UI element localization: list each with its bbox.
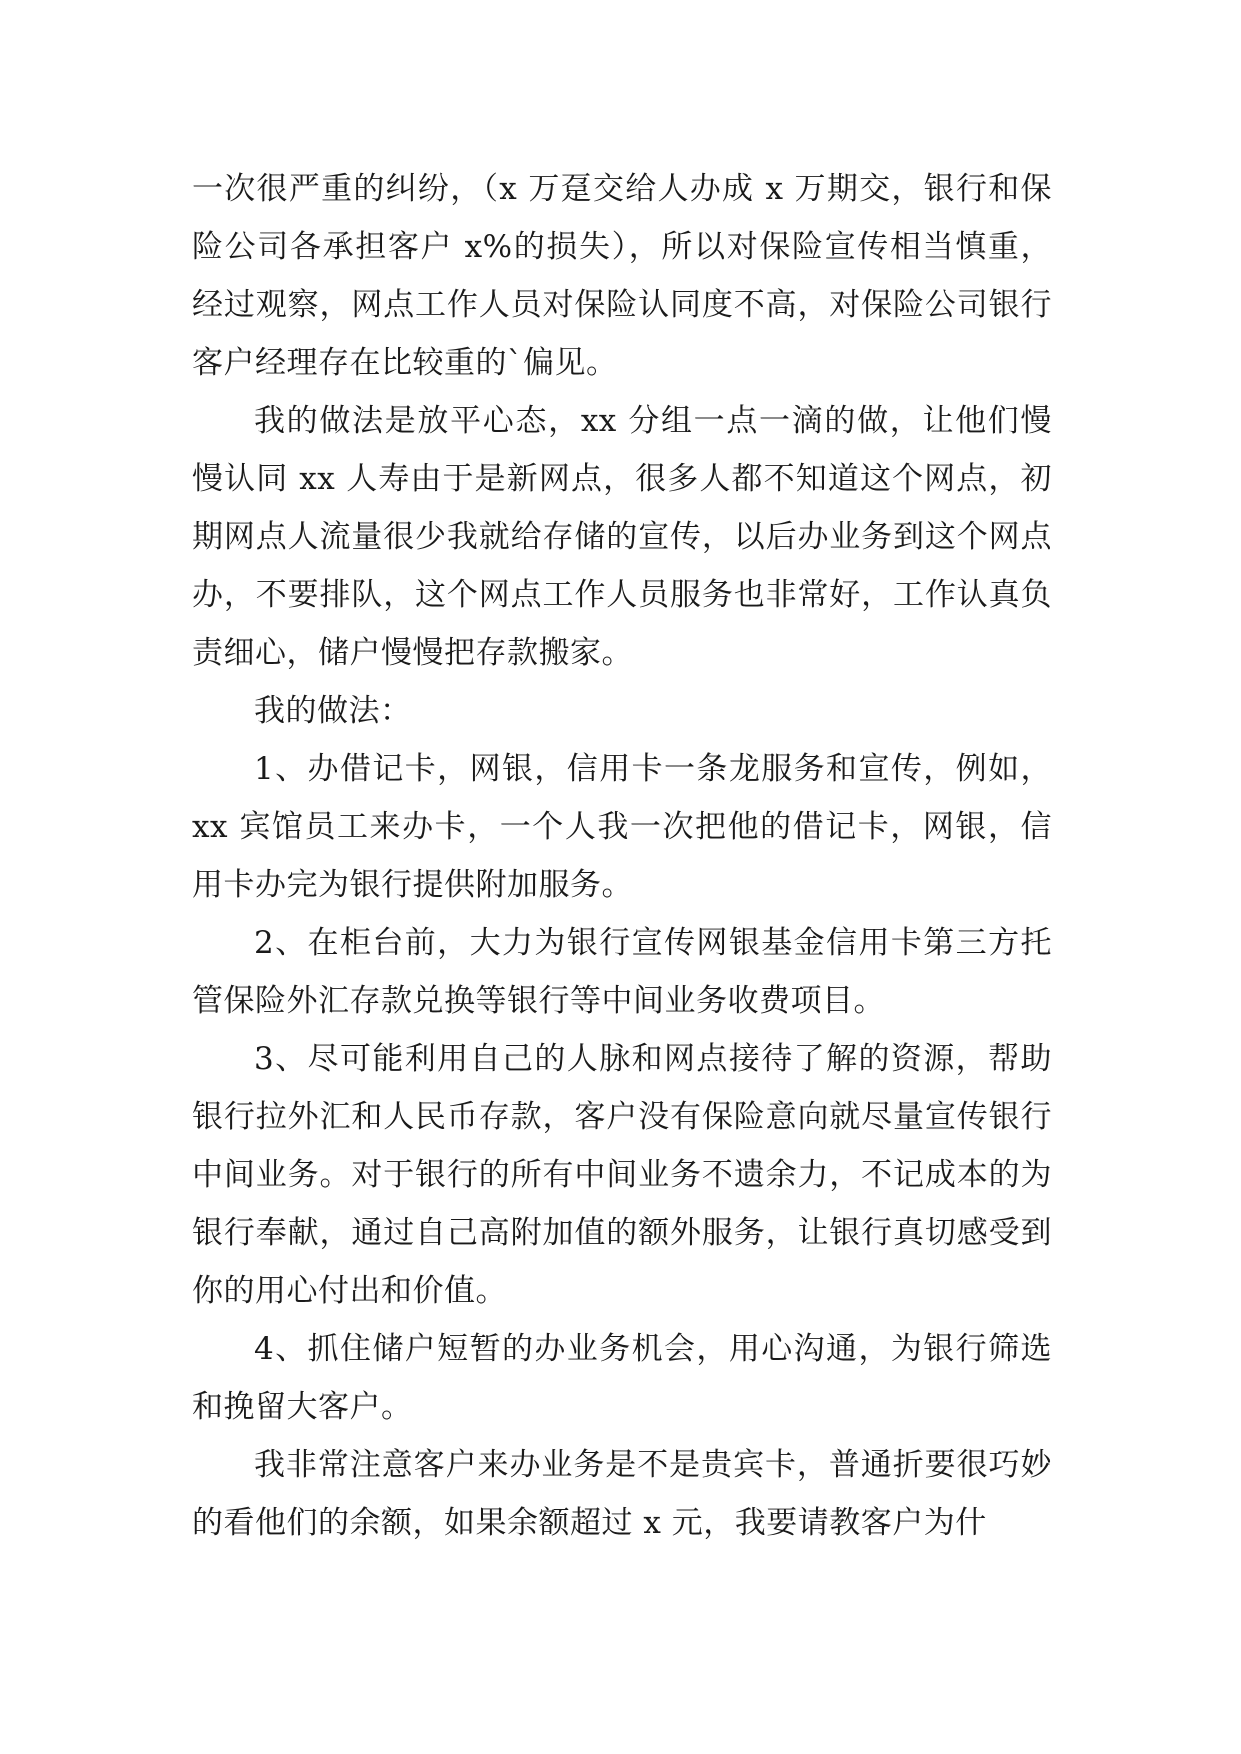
paragraph-last: 我非常注意客户来办业务是不是贵宾卡，普通折要很巧妙的看他们的余额，如果余额超过 x 元，我要请教客户为什 <box>192 1447 1052 1541</box>
list-item-3: 3、尽可能利用自己的人脉和网点接待了解的资源，帮助银行拉外汇和人民币存款，客户没有保险意向就尽量宣传银行中间业务。对于银行的所有中间业务不遗余力，不记成本的为银行奉献，通过自己高附加值的额外服务，让银行真切感受到你的用心付出和价值。 <box>192 1041 1052 1309</box>
paragraph-1: 一次很严重的纠纷，（x 万趸交给人办成 x 万期交，银行和保险公司各承担客户 x%的损失），所以对保险宣传相当慎重，经过观察，网点工作人员对保险认同度不高，对保险公司银行客户经理存在比较重的`偏见。 <box>192 171 1052 381</box>
paragraph-3: 我的做法： <box>254 693 412 729</box>
list-item-4: 4、抓住储户短暂的办业务机会，用心沟通，为银行筛选和挽留大客户。 <box>192 1331 1052 1425</box>
paragraph-2: 我的做法是放平心态，xx 分组一点一滴的做，让他们慢慢认同 xx 人寿由于是新网点，很多人都不知道这个网点，初期网点人流量很少我就给存储的宣传，以后办业务到这个网点办，不要排队，这个网点工作人员服务也非常好，工作认真负责细心，储户慢慢把存款搬家。 <box>192 403 1052 671</box>
list-item-2: 2、在柜台前，大力为银行宣传网银基金信用卡第三方托管保险外汇存款兑换等银行等中间业务收费项目。 <box>192 925 1052 1019</box>
document-body <box>192 160 1052 1552</box>
list-item-1: 1、办借记卡，网银，信用卡一条龙服务和宣传，例如，xx 宾馆员工来办卡，一个人我一次把他的借记卡，网银，信用卡办完为银行提供附加服务。 <box>192 751 1052 903</box>
